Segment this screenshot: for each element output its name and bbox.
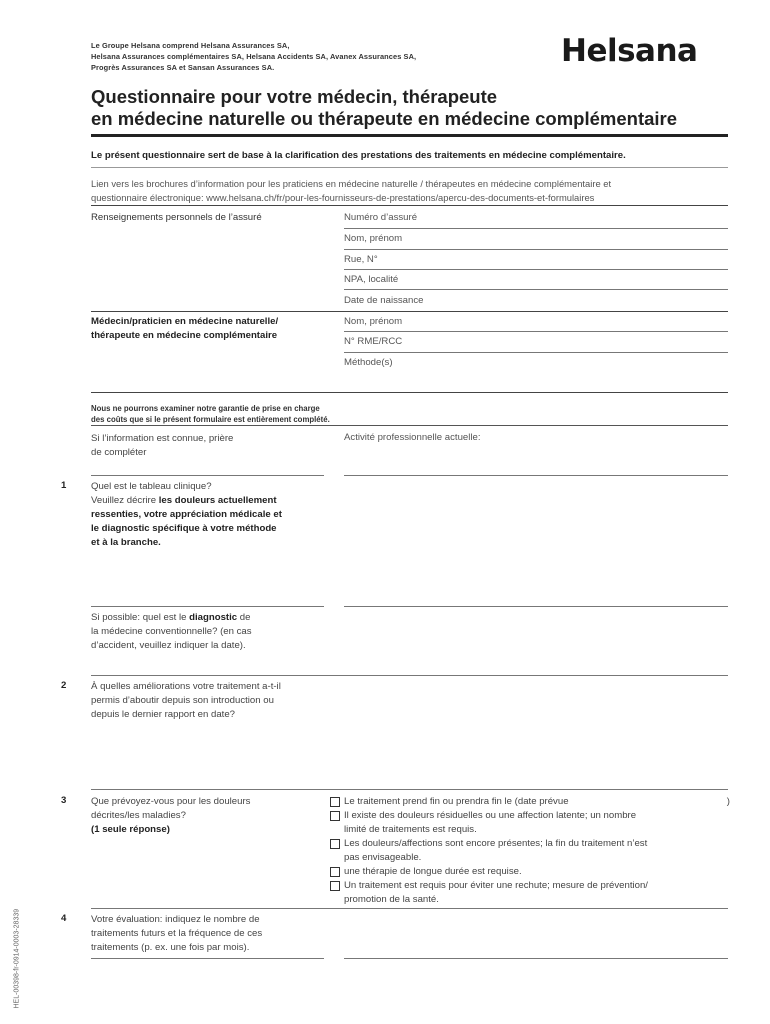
q1-line-4: le diagnostic spécifique à votre méthode [91, 523, 277, 534]
info-line-1: Si l’information est connue, prière [91, 433, 234, 444]
q4-line-1: Votre évaluation: indiquez le nombre de [91, 914, 260, 925]
q3-option-4-label: une thérapie de longue durée est requise. [344, 866, 522, 877]
doctor-label-line-1: Médecin/praticien en médecine naturelle/ [91, 316, 279, 327]
q1-line-2b: les douleurs actuellement [158, 495, 277, 506]
doctor-rme-field[interactable]: N° RME/RCC [344, 336, 403, 347]
q1-sub-1b: diagnostic [189, 612, 238, 623]
field-line [344, 331, 728, 332]
q1-line-3: ressenties, votre appréciation médicale et [91, 509, 282, 520]
checkbox[interactable] [330, 797, 340, 807]
q1-sub-1a: Si possible: quel est le [91, 612, 190, 623]
checkbox[interactable] [330, 811, 340, 821]
question-1-number: 1 [61, 480, 67, 491]
question-3-text [91, 795, 321, 837]
checkbox[interactable] [330, 881, 340, 891]
field-line [91, 675, 728, 676]
group-line-2: Helsana Assurances complémentaires SA, Helsana Accidents SA, Avanex Assurances SA, [91, 52, 417, 61]
q3-option-5-line-1: Un traitement est requis pour éviter une rechute; mesure de prévention/ [344, 880, 648, 891]
q3-option-3[interactable] [330, 837, 730, 865]
section-divider-insured [91, 205, 728, 206]
question-1-sub-text [91, 611, 331, 653]
q1-sub-line-2: la médecine conventionnelle? (en cas [91, 626, 252, 637]
q3-option-4[interactable] [330, 865, 730, 879]
insured-birthdate-field[interactable]: Date de naissance [344, 295, 424, 306]
document-code: HEL-00398-fr-0914-0003-28339 [13, 908, 21, 1009]
question-4-number: 4 [61, 913, 67, 924]
field-line [91, 789, 728, 790]
q3-option-1-end: ) [726, 796, 730, 807]
q4-line-3: traitements (p. ex. une fois par mois). [91, 942, 250, 953]
field-line [344, 289, 728, 290]
info-line-2: de compléter [91, 447, 147, 458]
q1-sub-line-3: d’accident, veuillez indiquer la date). [91, 640, 246, 651]
title-divider [91, 134, 728, 137]
q3-line-1: Que prévoyez-vous pour les douleurs [91, 796, 251, 807]
field-line [344, 606, 728, 607]
field-line [344, 475, 728, 476]
q1-line-2a: Veuillez décrire [91, 495, 159, 506]
insured-name-field[interactable]: Nom, prénom [344, 233, 403, 244]
intro-divider [91, 167, 728, 168]
question-2-number: 2 [61, 680, 67, 691]
notice-line-1: Nous ne pourrons examiner notre garantie de prise en charge [91, 404, 320, 413]
group-line-3: Progrès Assurances SA et Sansan Assurances SA. [91, 63, 275, 72]
question-1-text [91, 480, 331, 550]
q3-line-3: (1 seule réponse) [91, 824, 170, 835]
q3-option-3-line-2: pas envisageable. [344, 852, 422, 863]
q3-line-2: décrites/les maladies? [91, 810, 186, 821]
checkbox[interactable] [330, 839, 340, 849]
q2-line-2: permis d’aboutir depuis son introduction ou [91, 695, 274, 706]
doctor-section-label [91, 315, 278, 343]
field-line [344, 228, 728, 229]
question-3-number: 3 [61, 795, 67, 806]
info-instruction [91, 432, 233, 460]
insured-locality-field[interactable]: NPA, localité [344, 274, 399, 285]
q3-option-2-line-2: limité de traitements est requis. [344, 824, 477, 835]
links-line-2[interactable]: questionnaire électronique: www.helsana.ch/fr/pour-les-fournisseurs-de-prestations/apercu-des-documents-et-formulaires [91, 192, 595, 203]
brochure-links [91, 177, 731, 205]
q3-option-1[interactable] [330, 795, 730, 809]
q3-option-5[interactable] [330, 879, 730, 907]
q3-options [330, 795, 730, 907]
insured-number-field[interactable]: Numéro d’assuré [344, 212, 418, 223]
q2-line-3: depuis le dernier rapport en date? [91, 709, 236, 720]
field-line [344, 352, 728, 353]
q3-option-5-line-2: promotion de la santé. [344, 894, 439, 905]
q3-option-1-label: Le traitement prend fin ou prendra fin le (date prévue [344, 796, 569, 807]
helsana-logo: Helsana [561, 33, 698, 69]
field-line [91, 606, 324, 607]
insured-section-label: Renseignements personnels de l’assuré [91, 212, 262, 223]
notice-divider [91, 425, 728, 426]
doctor-label-line-2: thérapeute en médecine complémentaire [91, 330, 278, 341]
field-line [344, 269, 728, 270]
group-line-1: Le Groupe Helsana comprend Helsana Assurances SA, [91, 41, 290, 50]
q1-line-2 [91, 494, 331, 508]
field-line [91, 958, 324, 959]
notice-line-2: des coûts que si le présent formulaire est entièrement complété. [91, 415, 330, 424]
question-4-text [91, 913, 331, 955]
q3-option-2-line-1: Il existe des douleurs résiduelles ou une affection latente; un nombre [344, 810, 637, 821]
q4-line-2: traitements futurs et la fréquence de ces [91, 928, 263, 939]
q1-sub-1c: de [237, 612, 251, 623]
field-line [91, 908, 728, 909]
doctor-method-field[interactable]: Méthode(s) [344, 357, 393, 368]
field-line [344, 249, 728, 250]
q2-line-1: À quelles améliorations votre traitement a-t-il [91, 681, 281, 692]
q1-line-5: et à la branche. [91, 537, 161, 548]
page-title [91, 86, 741, 130]
intro-text: Le présent questionnaire sert de base à la clarification des prestations des traitements en médecine complémentaire. [91, 150, 626, 161]
field-line [91, 475, 324, 476]
occupation-field[interactable]: Activité professionnelle actuelle: [344, 432, 481, 443]
checkbox[interactable] [330, 867, 340, 877]
links-line-1: Lien vers les brochures d’information pour les praticiens en médecine naturelle / thérapeutes en médecine complémentaire et [91, 178, 612, 189]
title-line-1: Questionnaire pour votre médecin, thérapeute [91, 86, 498, 107]
field-line [344, 958, 728, 959]
group-disclaimer [91, 40, 416, 73]
q3-option-3-line-1: Les douleurs/affections sont encore présentes; la fin du traitement n’est [344, 838, 648, 849]
title-line-2: en médecine naturelle ou thérapeute en médecine complémentaire [91, 108, 678, 129]
completion-notice [91, 403, 330, 425]
section-divider-notice [91, 392, 728, 393]
question-2-text [91, 680, 341, 722]
doctor-name-field[interactable]: Nom, prénom [344, 316, 403, 327]
q1-sub-line-1 [91, 611, 331, 625]
insured-street-field[interactable]: Rue, N° [344, 254, 378, 265]
section-divider-doctor [91, 311, 728, 312]
q3-option-2[interactable] [330, 809, 730, 837]
q1-line-1: Quel est le tableau clinique? [91, 481, 212, 492]
